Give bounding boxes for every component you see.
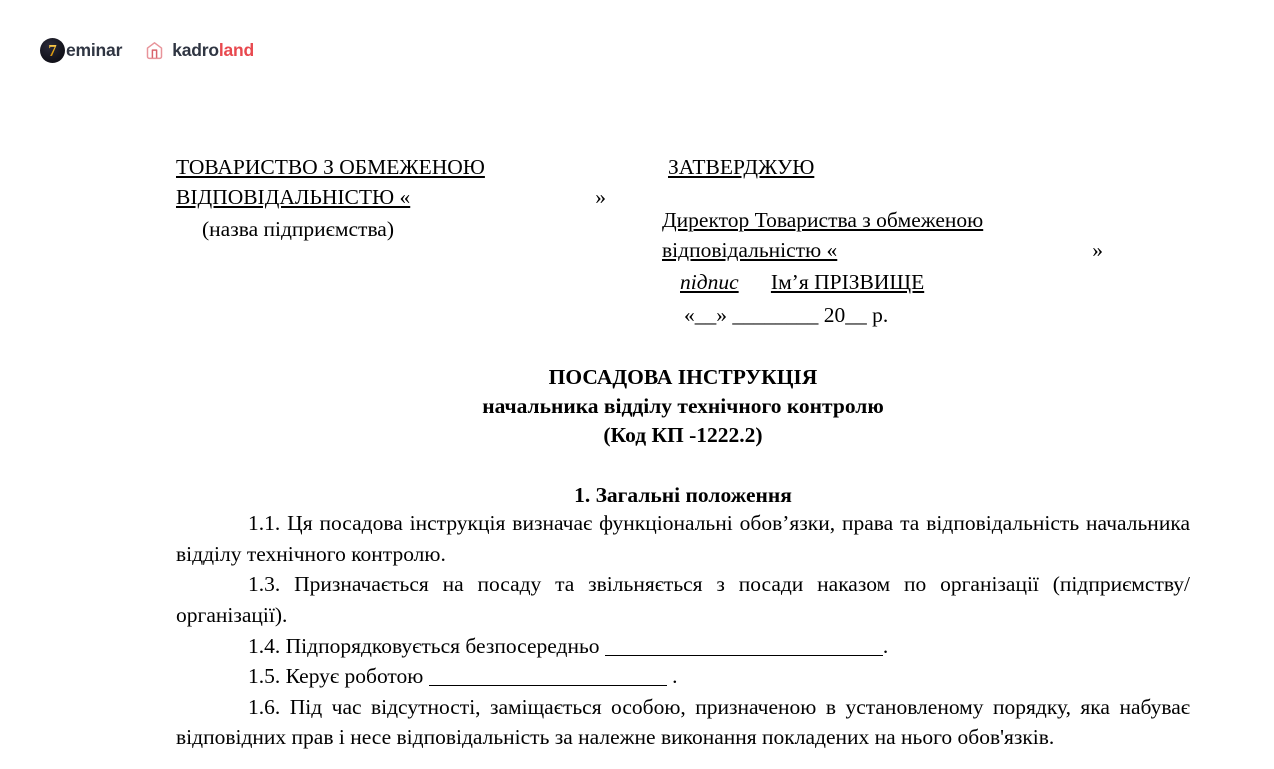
paragraph-1-5 (176, 661, 1190, 692)
paragraph-1-6: 1.6. Під час відсутності, заміщається особою, призначеною в установленому порядку, яка набуває відповідних прав і несе відповідальність за належне виконання покладених на нього обов'язків. (176, 694, 1190, 750)
document-title-line1: ПОСАДОВА ІНСТРУКЦІЯ (548, 365, 818, 389)
organization-name-line2-suffix: » (595, 185, 606, 210)
document-title (176, 363, 1190, 451)
organization-name (176, 152, 662, 212)
kadroland-wordmark-dark: kadro (172, 40, 219, 60)
approval-label-wrap (668, 152, 1190, 183)
document-title-line2: начальника відділу технічного контролю (482, 394, 884, 419)
director-title (662, 205, 1190, 265)
approval-date: «__» ________ 20__ р. (684, 302, 889, 327)
organization-caption: (назва підприємства) (202, 217, 395, 242)
director-title-line2-prefix: відповідальністю « (662, 237, 838, 262)
paragraph-1-5-suffix: . (672, 664, 678, 689)
signature-row (662, 267, 1190, 298)
director-title-line2-suffix: » (1092, 237, 1104, 262)
paragraph-1-1: 1.1. Ця посадова інструкція визначає функціональні обов’язки, права та відповідальність начальника відділу технічного контролю. (176, 511, 1190, 566)
signature-label: підпис (680, 269, 739, 294)
organization-name-line2-prefix: ВІДПОВІДАЛЬНІСТЮ « (176, 185, 411, 210)
paragraph-1-3: 1.3. Призначається на посаду та звільняється з посади наказом по організації (підприємству/організації). (176, 572, 1190, 627)
paragraph-1-5-blank (429, 685, 667, 686)
paragraph-1-4-suffix: . (882, 633, 889, 658)
zeminar-wordmark: eminar (66, 40, 123, 60)
document-header (176, 152, 1190, 330)
organization-name-line1: ТОВАРИСТВО З ОБМЕЖЕНОЮ (176, 155, 485, 179)
approval-label: ЗАТВЕРДЖУЮ (668, 155, 815, 179)
paragraph-1-5-prefix: 1.5. Керує роботою (248, 664, 424, 689)
document-body (176, 508, 1190, 753)
document-page (176, 0, 1190, 769)
document-title-line3: (Код КП -1222.2) (603, 423, 763, 448)
zeminar-circle-icon (40, 38, 65, 63)
director-title-line1: Директор Товариства з обмеженою (662, 207, 984, 232)
paragraph-1-4 (176, 631, 1190, 662)
signer-name-label: Ім’я ПРІЗВИЩЕ (770, 269, 925, 294)
paragraph-1-4-prefix: 1.4. Підпорядковується безпосередньо (248, 633, 600, 658)
organization-block (176, 152, 662, 245)
kadroland-wordmark-accent: land (218, 40, 255, 60)
section-heading-general-provisions: 1. Загальні положення (574, 483, 792, 507)
paragraph-1-4-blank (605, 655, 883, 656)
zeminar-seven-glyph: 7 (48, 41, 57, 60)
kadroland-house-icon (144, 40, 165, 61)
zeminar-logo (40, 38, 122, 63)
approval-block (662, 152, 1190, 330)
